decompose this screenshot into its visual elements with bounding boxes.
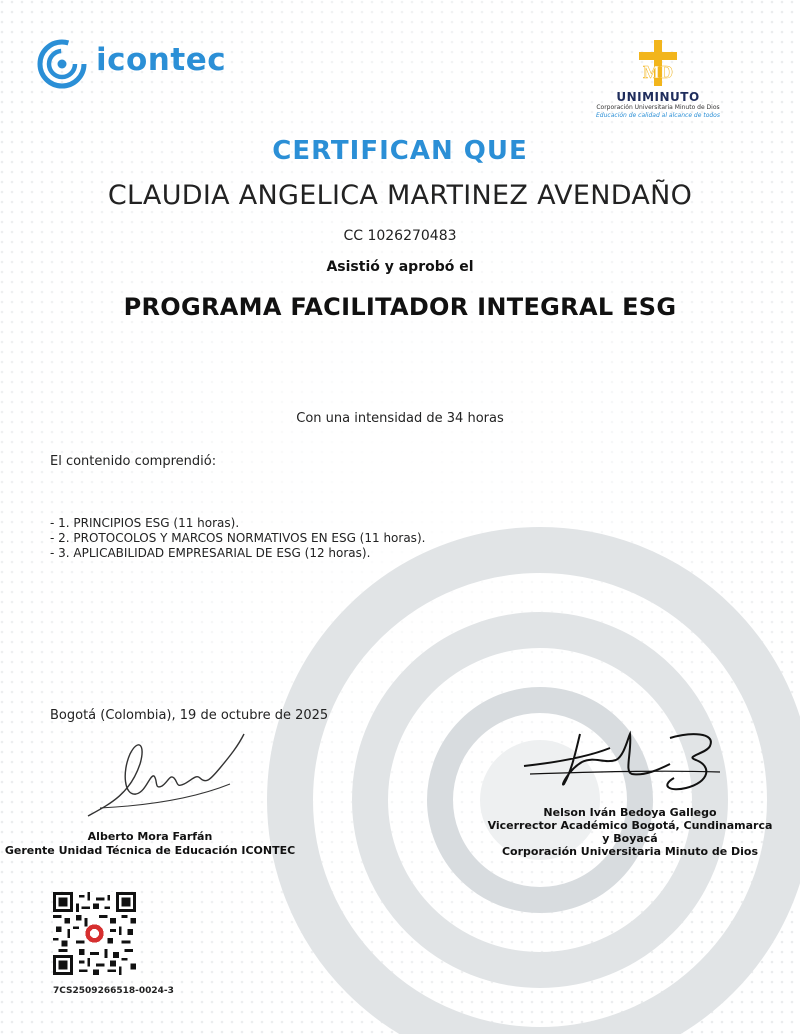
uniminuto-monogram: MD bbox=[643, 62, 673, 82]
uniminuto-logo bbox=[588, 40, 728, 120]
program-title: PROGRAMA FACILITADOR INTEGRAL ESG bbox=[123, 293, 677, 321]
icontec-logo bbox=[36, 36, 236, 92]
icontec-wordmark: icontec bbox=[96, 42, 227, 78]
recipient-name: CLAUDIA ANGELICA MARTINEZ AVENDAÑO bbox=[107, 180, 693, 211]
signatory-right-name: Nelson Iván Bedoya Gallego bbox=[543, 806, 717, 819]
topic-item: - 2. PROTOCOLOS Y MARCOS NORMATIVOS EN ESG (11 horas). bbox=[50, 531, 426, 545]
signatory-left-role: Gerente Unidad Técnica de Educación ICONTEC bbox=[4, 844, 296, 857]
recipient-id: CC 1026270483 bbox=[343, 228, 457, 244]
content-label: El contenido comprendió: bbox=[50, 454, 217, 469]
signatory-right-institution: Corporación Universitaria Minuto de Dios bbox=[501, 845, 759, 858]
signatory-right-role-line1: Vicerrector Académico Bogotá, Cundinamarca bbox=[487, 819, 773, 832]
signatory-left-name: Alberto Mora Farfán bbox=[87, 830, 213, 843]
uniminuto-tagline: Educación de calidad al alcance de todos bbox=[596, 112, 720, 119]
program-intensity: Con una intensidad de 34 horas bbox=[296, 411, 504, 426]
place-date: Bogotá (Colombia), 19 de octubre de 2025 bbox=[50, 708, 329, 723]
icontec-target-icon bbox=[36, 38, 88, 90]
signatory-right bbox=[480, 806, 780, 858]
topic-item: - 1. PRINCIPIOS ESG (11 horas). bbox=[50, 516, 240, 530]
uniminuto-subtitle: Corporación Universitaria Minuto de Dios bbox=[596, 104, 720, 111]
signature-left bbox=[80, 724, 250, 824]
certificate-heading: CERTIFICAN QUE bbox=[272, 136, 528, 166]
uniminuto-title: UNIMINUTO bbox=[616, 90, 700, 104]
topics-list bbox=[50, 516, 425, 561]
topic-item: - 3. APLICABILIDAD EMPRESARIAL DE ESG (12 horas). bbox=[50, 546, 371, 560]
attendance-statement: Asistió y aprobó el bbox=[326, 259, 474, 275]
uniminuto-cross-icon bbox=[633, 40, 683, 86]
signatory-left bbox=[0, 830, 300, 858]
signatory-right-role-line2: y Boyacá bbox=[602, 832, 658, 845]
verification-code: 7CS2509266518-0024-3 bbox=[53, 986, 174, 996]
signature-right bbox=[520, 726, 730, 796]
qr-code-icon[interactable] bbox=[53, 892, 136, 975]
